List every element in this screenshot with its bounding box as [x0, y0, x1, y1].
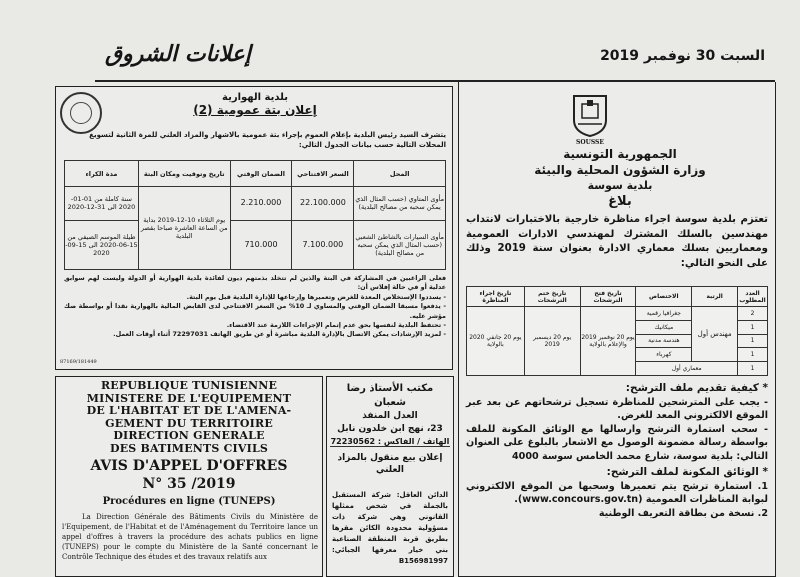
how-line-2: - سحب استمارة الترشح وارسالها مع الوثائق المكونة للملف بواسطة رسالة مضمونة الوصول مع الاشعار بالبلوغ على العنوان التالي: بلدية سوسة، شارع محمد الخامس سوسة 4000 [466, 423, 768, 462]
col-specialty: الاختصاص [636, 287, 692, 307]
sousse-table [466, 286, 768, 376]
seal-icon [70, 102, 92, 124]
lawyer-divider [330, 446, 450, 447]
table-row: 1 كهرباء [467, 348, 768, 362]
close-date: يوم 20 ديسمبر 2019 [524, 307, 580, 376]
fr-line-direction: DIRECTION GENERALE [113, 429, 265, 442]
auction-date: يوم الثلاثاء 10-12-2019 بداية من الساعة العاشرة صباحا بقصر البلدية [138, 187, 230, 270]
fr-line-territoire: GEMENT DU TERRITOIRE [105, 416, 273, 430]
haouaria-intro: يتشرف السيد رئيس البلدية بإعلام العموم بإجراء بتة عمومية بالاشهار والمزاد العلني للمرة الثانية لتسويغ المحلات التالية حسب بيانات الجدول التالي: [89, 131, 446, 149]
haouaria-municipality: بلدية الهوارية [222, 92, 288, 103]
docs-line-1: 1. استمارة ترشح يتم تعميرها وسحبها من الموقع الالكتروني لبوابة المناظرات العمومية (www.concours.gov.tn). [466, 480, 768, 505]
fr-line-habitat: DE L'HABITAT ET DE L'AMENA- [86, 404, 292, 417]
fr-subtitle: Procédures en ligne (TUNEPS) [102, 496, 276, 507]
lawyer-role: العدل المنفذ [362, 411, 418, 421]
table-header-row [65, 161, 446, 187]
col-count: العدد المطلوب [738, 287, 768, 307]
table-row: 1 هندسة مدنية [467, 334, 768, 348]
header-date: السبت 30 نوفمبر 2019 [600, 48, 765, 64]
col-exam: تاريخ اجراء المناظرة [467, 287, 525, 307]
fr-title: AVIS D'APPEL D'OFFRES [90, 458, 288, 474]
lawyer-address: 23، نهج ابن خلدون نابل [337, 424, 443, 434]
haouaria-note: فعلى الراغبين في المشاركة في البتة والذين لم تتخلد بذمتهم ديون لفائدة بلدية الهوارية أو الدولة وليست لهم سوابق عدلية أو في حالة إفلاس أن: [64, 274, 446, 292]
lawyer-body: الدائن العاقل: شركة المستقبل بالجملة في شخص ممثلها القانوني وهي شركة ذات مسؤولية محدودة الكائن مقرها بطريق قربة المنطقة الصناعية بني خيار معرفها الجبائي: B156981997 [332, 491, 448, 565]
table-row: مأوى المتاوي (حسب المثال الذي يمكن سحبه من مصالح البلدية) 22.100.000 2.210.000 يوم الثلاثاء 10-12-2019 بداية من الساعة العاشرة صباحا بقصر البلدية سنة كاملة من 01-01-2020 الى 31-12-2020 [65, 187, 446, 221]
section-title: إعلانات الشروق [105, 42, 251, 67]
col-open: تاريخ فتح الترشحات [580, 287, 636, 307]
fr-number: N° 35 /2019 [142, 476, 236, 492]
open-date: يوم 20 نوفمبر 2019 والإعلام بالولاية [580, 307, 636, 376]
republic-title: الجمهورية التونسية [563, 147, 677, 161]
table-row: 1 ميكانيك [467, 320, 768, 334]
sousse-emblem [568, 92, 612, 138]
fr-line-ministry: MINISTERE DE L'EQUIPEMENT [86, 391, 292, 405]
table-row: 2 مهندس أول جغرافيا رقمية يوم 20 نوفمبر 2019 والإعلام بالولاية يوم 20 ديسمبر 2019 يوم 20 جانفي 2020 بالولاية [467, 307, 768, 321]
how-to-apply-title: * كيفية تقديم ملف الترشح: [625, 382, 768, 394]
docs-title: * الوثائق المكونة لملف الترشح: [606, 466, 768, 478]
fr-line-republic: REPUBLIQUE TUNISIENNE [100, 379, 278, 392]
col-duration: مدة الكراء [65, 161, 139, 187]
haouaria-table [64, 160, 446, 270]
col-guarantee: الضمان الوقتي [230, 161, 292, 187]
lawyer-title: إعلان بيع منقول بالمزاد العلني [337, 453, 443, 475]
haouaria-note: - لمزيد الإرشادات يمكن الاتصال بالإدارة البلدية مباشرة أو عن طريق الهاتف 72297031 أثناء أوقات العمل. [113, 330, 446, 339]
haouaria-ref: 87169/181449 [60, 359, 97, 365]
exam-date: يوم 20 جانفي 2020 بالولاية [467, 307, 525, 376]
fr-body: La Direction Générale des Bâtiments Civils du Ministère de l'Equipement, de l'Habitat et de l'Aménagement du Territoire lance un appel d'offres à travers la procédure des achats publics en ligne (TUNEPS) pour le compte du Ministère de la Santé concernant le Contrôle Technique des études et des travaux relatifs aux [62, 513, 318, 561]
table-row: 1 معماري أول [467, 362, 768, 376]
rank-architect: معماري أول [636, 362, 738, 376]
fr-line-batiments: DES BATIMENTS CIVILS [109, 441, 269, 455]
col-close: تاريخ ختم الترشحات [524, 287, 580, 307]
col-rank: الرتبة [692, 287, 738, 307]
sousse-seal-text: SOUSSE [576, 139, 604, 146]
docs-line-2: 2. نسخة من بطاقة التعريف الوطنية [598, 507, 768, 519]
municipality-crest-icon [568, 92, 612, 138]
page-header [95, 40, 775, 80]
col-price: السعر الافتتاحي [292, 161, 354, 187]
notice-label: بلاغ [608, 194, 632, 209]
sousse-intro: تعتزم بلدية سوسة اجراء مناظرة خارجية بالاختبارات لانتداب مهندسين بالسلك المشترك لمهندسي الادارات العمومية ومعماريين بسلك معماري الادارة بعنوان سنة 2019 وذلك على النحو التالي: [466, 214, 768, 269]
col-place: المحل [354, 161, 446, 187]
table-row: مأوى السيارات بالشاطئ الشعبي (حسب المثال الذي يمكن سحبه من مصالح البلدية) 7.100.000 710.000 طيلة الموسم الصيفي من 15-06-2020 الى 15-09-2020 [65, 220, 446, 269]
lawyer-phone: الهاتف / الفاكس : 72230562 [330, 437, 450, 446]
haouaria-note: - يسددوا الإستخلاص المعدة للغرض وتعميرها وإرجاعها للإدارة البلدية قبل يوم البتة. [186, 292, 446, 301]
col-auction: تاريخ وتوقيت ومكان البتة [138, 161, 230, 187]
ministry-title: وزارة الشؤون المحلية والبيئة [534, 163, 706, 177]
how-line-1: - يجب على المترشحين للمناظرة تسجيل ترشحاتهم عن بعد عبر الموقع الالكتروني المعد للغرض. [466, 396, 768, 421]
lawyer-office: مكتب الأستاذ رضا شعبان [346, 383, 434, 408]
haouaria-note: - يدفعوا مسبقا الضمان الوقتي والمساوي لـ 10% من السعر الافتتاحي لدى القابض المالية بالهوارية نقدا أو بواسطة صك مؤشر عليه. [64, 302, 446, 320]
haouaria-title: إعلان بتة عمومية (2) [193, 103, 317, 117]
municipality-title: بلدية سوسة [587, 179, 653, 192]
haouaria-note: - تحتفظ البلدية لنفسها بحق عدم إتمام الإجراءات اللازمة عند الاقتضاء. [226, 321, 446, 330]
rank-engineer: مهندس أول [692, 307, 738, 362]
table-header-row [467, 287, 768, 307]
